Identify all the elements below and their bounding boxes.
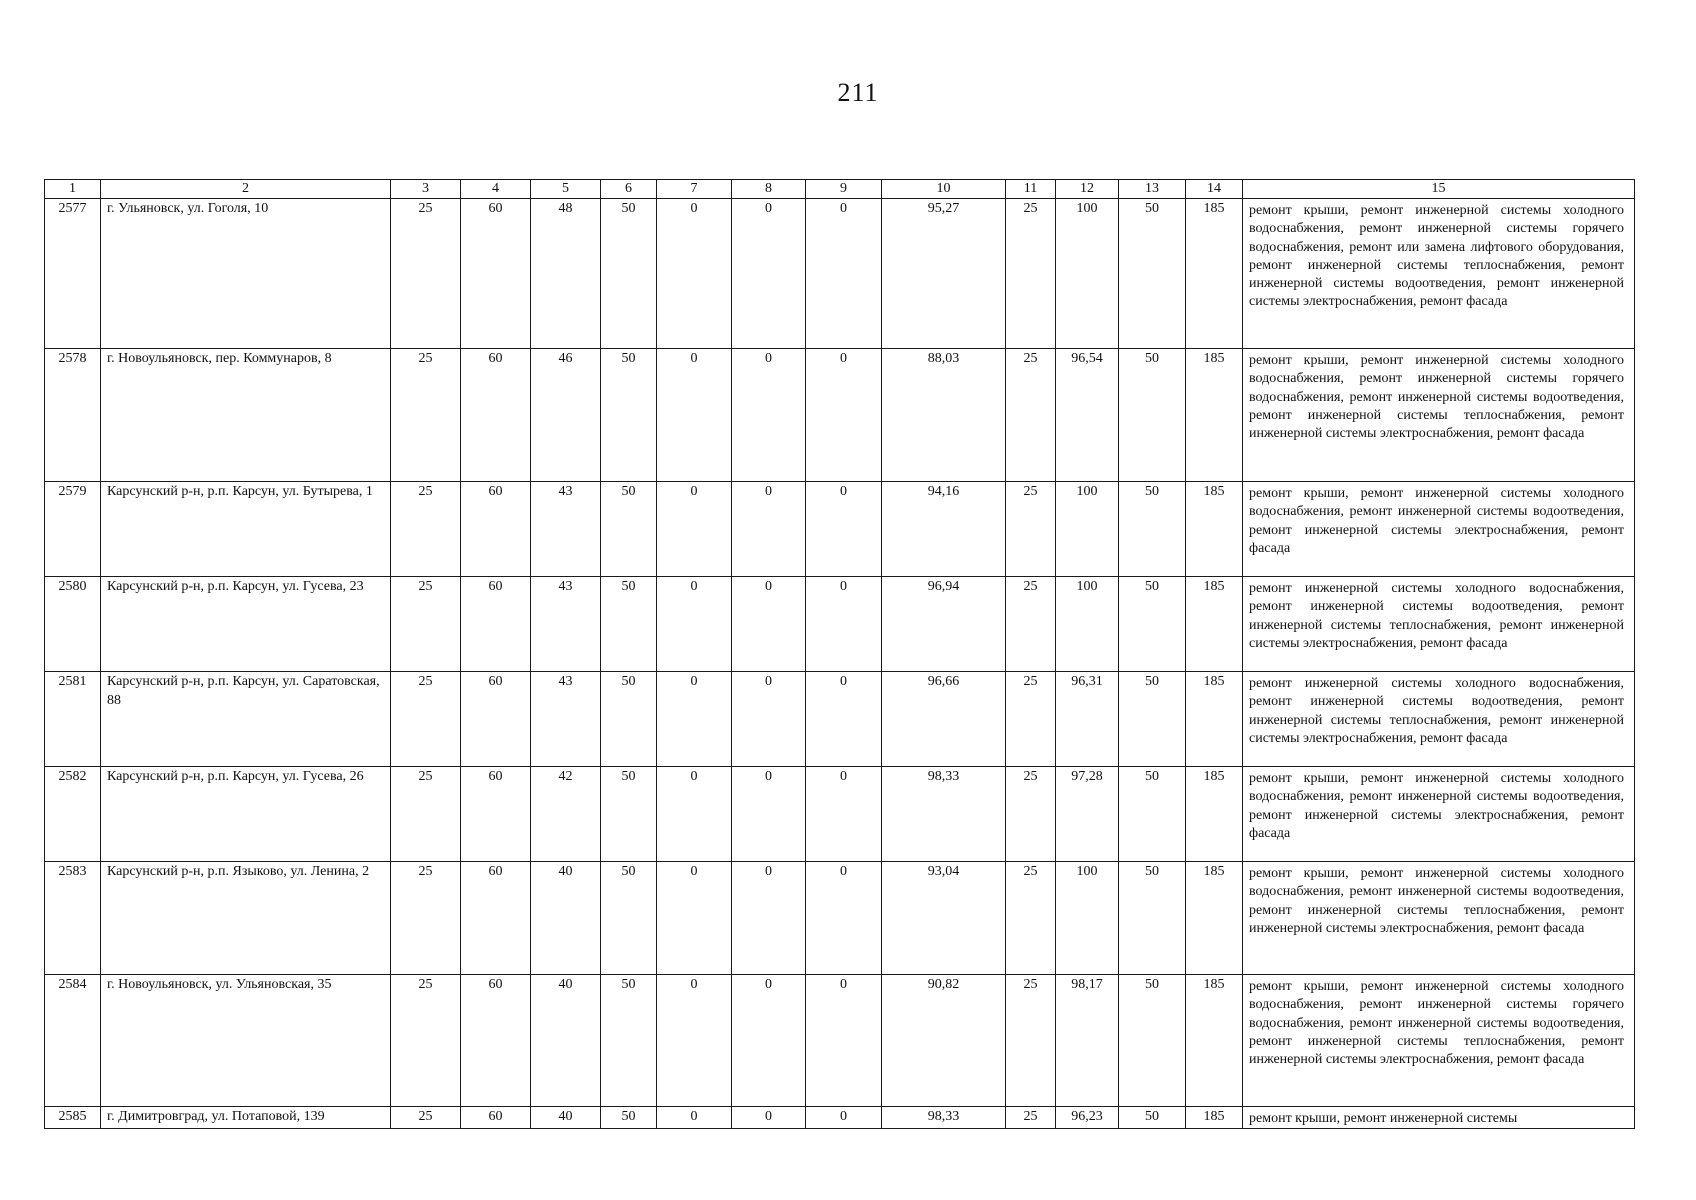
value-cell: 25 — [1006, 975, 1056, 1107]
table-row — [45, 1107, 1635, 1129]
column-header: 12 — [1056, 180, 1119, 199]
value-cell: 50 — [1119, 349, 1186, 482]
value-cell: 50 — [601, 199, 657, 349]
value-cell: 25 — [391, 672, 461, 767]
value-cell: 100 — [1056, 577, 1119, 672]
row-id: 2582 — [45, 767, 101, 862]
value-cell: 0 — [657, 1107, 732, 1129]
value-cell: 25 — [391, 767, 461, 862]
value-cell: 46 — [531, 349, 601, 482]
value-cell: 25 — [1006, 577, 1056, 672]
value-cell: 98,17 — [1056, 975, 1119, 1107]
value-cell: 0 — [806, 862, 882, 975]
table-row — [45, 349, 1635, 482]
works-cell: ремонт крыши, ремонт инженерной системы холодного водоснабжения, ремонт инженерной системы горячего водоснабжения, ремонт или замена лифтового оборудования, ремонт инженерной системы теплоснабжения, ремонт инженерной системы водоотведения, ремонт инженерной системы электроснабжения, ремонт фасада — [1243, 199, 1635, 349]
value-cell: 60 — [461, 862, 531, 975]
value-cell: 25 — [1006, 349, 1056, 482]
address-cell: Карсунский р-н, р.п. Карсун, ул. Гусева, 23 — [101, 577, 391, 672]
value-cell: 0 — [732, 349, 806, 482]
value-cell: 0 — [657, 577, 732, 672]
value-cell: 96,54 — [1056, 349, 1119, 482]
value-cell: 25 — [391, 349, 461, 482]
column-header: 10 — [882, 180, 1006, 199]
value-cell: 50 — [1119, 975, 1186, 1107]
address-cell: г. Ульяновск, ул. Гоголя, 10 — [101, 199, 391, 349]
row-id: 2578 — [45, 349, 101, 482]
value-cell: 25 — [1006, 672, 1056, 767]
table-row — [45, 482, 1635, 577]
column-header: 4 — [461, 180, 531, 199]
value-cell: 0 — [657, 672, 732, 767]
row-id: 2579 — [45, 482, 101, 577]
works-cell: ремонт крыши, ремонт инженерной системы холодного водоснабжения, ремонт инженерной системы водоотведения, ремонт инженерной системы электроснабжения, ремонт фасада — [1243, 482, 1635, 577]
table-row — [45, 672, 1635, 767]
value-cell: 25 — [391, 862, 461, 975]
value-cell: 60 — [461, 349, 531, 482]
repair-program-table — [44, 179, 1635, 1129]
value-cell: 100 — [1056, 862, 1119, 975]
table-row — [45, 577, 1635, 672]
value-cell: 100 — [1056, 199, 1119, 349]
value-cell: 50 — [1119, 767, 1186, 862]
value-cell: 50 — [1119, 482, 1186, 577]
value-cell: 43 — [531, 672, 601, 767]
value-cell: 95,27 — [882, 199, 1006, 349]
value-cell: 0 — [657, 975, 732, 1107]
address-cell: г. Димитровград, ул. Потаповой, 139 — [101, 1107, 391, 1129]
value-cell: 0 — [732, 577, 806, 672]
value-cell: 25 — [1006, 862, 1056, 975]
column-header: 1 — [45, 180, 101, 199]
column-header: 2 — [101, 180, 391, 199]
value-cell: 88,03 — [882, 349, 1006, 482]
value-cell: 96,66 — [882, 672, 1006, 767]
value-cell: 0 — [657, 862, 732, 975]
value-cell: 96,31 — [1056, 672, 1119, 767]
value-cell: 97,28 — [1056, 767, 1119, 862]
row-id: 2581 — [45, 672, 101, 767]
value-cell: 50 — [601, 975, 657, 1107]
table-row — [45, 767, 1635, 862]
value-cell: 185 — [1186, 767, 1243, 862]
column-header: 13 — [1119, 180, 1186, 199]
works-cell: ремонт крыши, ремонт инженерной системы — [1243, 1107, 1635, 1129]
value-cell: 98,33 — [882, 767, 1006, 862]
value-cell: 60 — [461, 767, 531, 862]
table-row — [45, 975, 1635, 1107]
value-cell: 25 — [391, 482, 461, 577]
column-header: 5 — [531, 180, 601, 199]
address-cell: Карсунский р-н, р.п. Карсун, ул. Бутырева, 1 — [101, 482, 391, 577]
column-header: 14 — [1186, 180, 1243, 199]
table-body — [45, 199, 1635, 1129]
value-cell: 25 — [391, 199, 461, 349]
value-cell: 185 — [1186, 975, 1243, 1107]
value-cell: 50 — [601, 482, 657, 577]
address-cell: Карсунский р-н, р.п. Карсун, ул. Гусева, 26 — [101, 767, 391, 862]
column-header: 11 — [1006, 180, 1056, 199]
value-cell: 25 — [1006, 1107, 1056, 1129]
address-cell: Карсунский р-н, р.п. Языково, ул. Ленина, 2 — [101, 862, 391, 975]
value-cell: 25 — [1006, 482, 1056, 577]
value-cell: 0 — [732, 482, 806, 577]
value-cell: 40 — [531, 975, 601, 1107]
value-cell: 0 — [806, 1107, 882, 1129]
repair-program-table-container — [44, 179, 1634, 1129]
works-cell: ремонт крыши, ремонт инженерной системы холодного водоснабжения, ремонт инженерной системы водоотведения, ремонт инженерной системы электроснабжения, ремонт фасада — [1243, 767, 1635, 862]
value-cell: 60 — [461, 1107, 531, 1129]
value-cell: 25 — [391, 975, 461, 1107]
value-cell: 60 — [461, 672, 531, 767]
value-cell: 96,94 — [882, 577, 1006, 672]
value-cell: 50 — [1119, 199, 1186, 349]
value-cell: 50 — [1119, 862, 1186, 975]
value-cell: 90,82 — [882, 975, 1006, 1107]
value-cell: 25 — [391, 577, 461, 672]
value-cell: 0 — [806, 577, 882, 672]
value-cell: 185 — [1186, 862, 1243, 975]
page-number: 211 — [837, 78, 879, 107]
value-cell: 185 — [1186, 577, 1243, 672]
column-header: 8 — [732, 180, 806, 199]
value-cell: 60 — [461, 975, 531, 1107]
value-cell: 0 — [732, 975, 806, 1107]
value-cell: 42 — [531, 767, 601, 862]
value-cell: 0 — [806, 767, 882, 862]
value-cell: 50 — [1119, 577, 1186, 672]
value-cell: 0 — [657, 199, 732, 349]
value-cell: 96,23 — [1056, 1107, 1119, 1129]
row-id: 2584 — [45, 975, 101, 1107]
value-cell: 60 — [461, 199, 531, 349]
value-cell: 50 — [1119, 672, 1186, 767]
value-cell: 25 — [1006, 767, 1056, 862]
value-cell: 185 — [1186, 672, 1243, 767]
value-cell: 50 — [601, 862, 657, 975]
value-cell: 50 — [601, 767, 657, 862]
column-header: 7 — [657, 180, 732, 199]
value-cell: 0 — [806, 199, 882, 349]
value-cell: 60 — [461, 482, 531, 577]
value-cell: 185 — [1186, 1107, 1243, 1129]
row-id: 2577 — [45, 199, 101, 349]
value-cell: 43 — [531, 577, 601, 672]
value-cell: 48 — [531, 199, 601, 349]
value-cell: 0 — [806, 672, 882, 767]
value-cell: 50 — [601, 672, 657, 767]
value-cell: 0 — [806, 349, 882, 482]
value-cell: 94,16 — [882, 482, 1006, 577]
value-cell: 0 — [657, 767, 732, 862]
value-cell: 50 — [601, 577, 657, 672]
table-row — [45, 199, 1635, 349]
value-cell: 43 — [531, 482, 601, 577]
value-cell: 0 — [806, 482, 882, 577]
value-cell: 0 — [657, 482, 732, 577]
value-cell: 40 — [531, 1107, 601, 1129]
works-cell: ремонт крыши, ремонт инженерной системы холодного водоснабжения, ремонт инженерной системы горячего водоснабжения, ремонт инженерной системы водоотведения, ремонт инженерной системы теплоснабжения, ремонт инженерной системы электроснабжения, ремонт фасада — [1243, 975, 1635, 1107]
value-cell: 0 — [732, 862, 806, 975]
address-cell: г. Новоульяновск, пер. Коммунаров, 8 — [101, 349, 391, 482]
value-cell: 0 — [732, 199, 806, 349]
value-cell: 40 — [531, 862, 601, 975]
value-cell: 0 — [732, 767, 806, 862]
value-cell: 25 — [1006, 199, 1056, 349]
column-header: 3 — [391, 180, 461, 199]
row-id: 2583 — [45, 862, 101, 975]
works-cell: ремонт инженерной системы холодного водоснабжения, ремонт инженерной системы водоотведения, ремонт инженерной системы теплоснабжения, ремонт инженерной системы электроснабжения, ремонт фасада — [1243, 672, 1635, 767]
value-cell: 98,33 — [882, 1107, 1006, 1129]
table-header — [45, 180, 1635, 199]
value-cell: 60 — [461, 577, 531, 672]
column-header: 6 — [601, 180, 657, 199]
address-cell: Карсунский р-н, р.п. Карсун, ул. Саратовская, 88 — [101, 672, 391, 767]
value-cell: 185 — [1186, 199, 1243, 349]
row-id: 2580 — [45, 577, 101, 672]
column-header: 9 — [806, 180, 882, 199]
value-cell: 185 — [1186, 482, 1243, 577]
works-cell: ремонт инженерной системы холодного водоснабжения, ремонт инженерной системы водоотведения, ремонт инженерной системы теплоснабжения, ремонт инженерной системы электроснабжения, ремонт фасада — [1243, 577, 1635, 672]
value-cell: 50 — [601, 1107, 657, 1129]
value-cell: 0 — [806, 975, 882, 1107]
value-cell: 0 — [732, 672, 806, 767]
value-cell: 93,04 — [882, 862, 1006, 975]
row-id: 2585 — [45, 1107, 101, 1129]
table-row — [45, 862, 1635, 975]
value-cell: 0 — [732, 1107, 806, 1129]
value-cell: 50 — [601, 349, 657, 482]
address-cell: г. Новоульяновск, ул. Ульяновская, 35 — [101, 975, 391, 1107]
value-cell: 0 — [657, 349, 732, 482]
value-cell: 185 — [1186, 349, 1243, 482]
column-header: 15 — [1243, 180, 1635, 199]
value-cell: 100 — [1056, 482, 1119, 577]
works-cell: ремонт крыши, ремонт инженерной системы холодного водоснабжения, ремонт инженерной системы горячего водоснабжения, ремонт инженерной системы водоотведения, ремонт инженерной системы теплоснабжения, ремонт инженерной системы электроснабжения, ремонт фасада — [1243, 349, 1635, 482]
column-number-row — [45, 180, 1635, 199]
value-cell: 50 — [1119, 1107, 1186, 1129]
value-cell: 25 — [391, 1107, 461, 1129]
works-cell: ремонт крыши, ремонт инженерной системы холодного водоснабжения, ремонт инженерной системы водоотведения, ремонт инженерной системы теплоснабжения, ремонт инженерной системы электроснабжения, ремонт фасада — [1243, 862, 1635, 975]
